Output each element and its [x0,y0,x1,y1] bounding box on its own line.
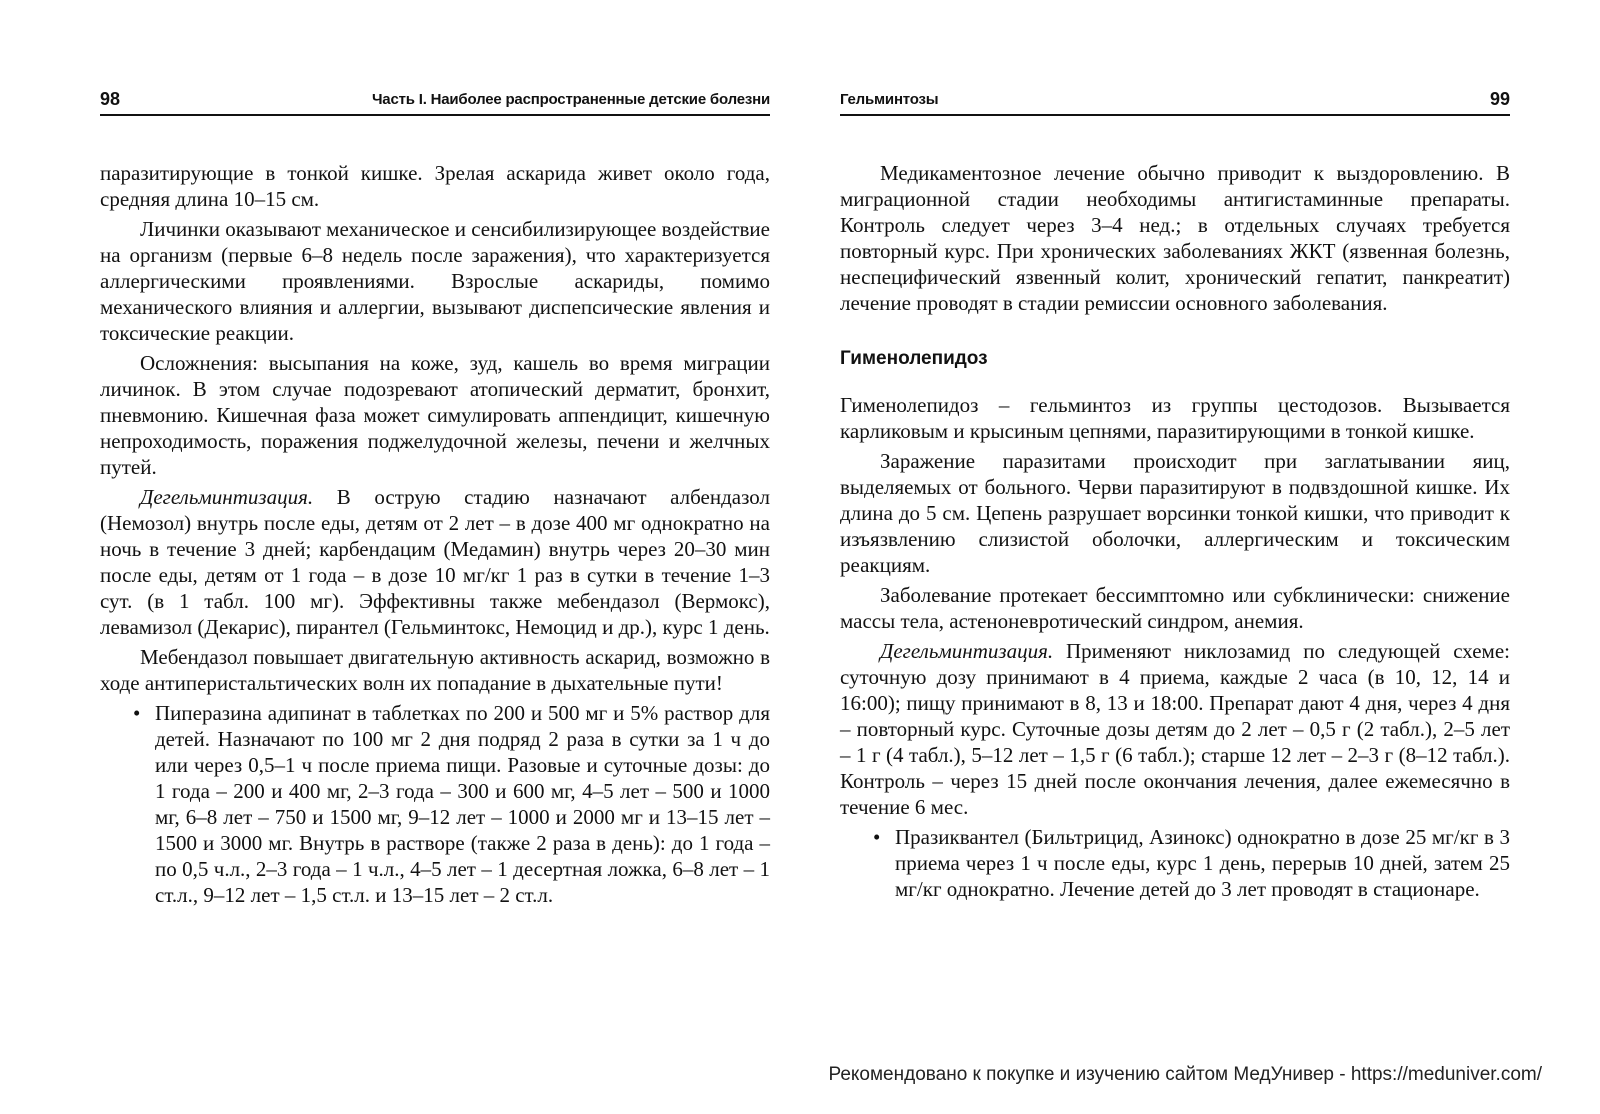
paragraph-degelmintization [100,484,770,640]
list-item [873,824,1510,902]
bullet-icon: • [873,825,881,849]
right-page-number: 99 [1489,89,1510,109]
section-heading: Гименолепидоз [840,348,988,369]
left-running-title: Часть I. Наиболее распространенные детские болезни [371,91,770,108]
paragraph-treatment-outcome: Медикаментозное лечение обычно приводит к выздоровлению. В миграционной стадии необходимы антигистаминные препараты. Контроль следует через 3–4 нед.; в отдельных случаях требуется повторный курс. При хронических заболеваниях ЖКТ (язвенная болезнь, неспецифический язвенный колит, хронический гепатит, панкреатит) лечение проводят в стадии ремиссии основного заболевания. [840,161,1510,315]
left-page-number: 98 [100,89,121,109]
bullet-text-piperazine: Пиперазина адипинат в таблетках по 200 и 500 мг и 5% раствор для детей. Назначают по 100 мг 2 дня подряд 2 раза в сутки за 1 ч до или через 0,5–1 ч после приема пищи. Разовые и суточные дозы: до 1 года – 200 и 400 мг, 2–3 года – 300 и 600 мг, 4–5 лет – 500 и 1000 мг, 6–8 лет – 750 и 1500 мг, 9–12 лет – 1000 и 2000 мг и 13–15 лет – 1500 и 3000 мг. Внутрь в растворе (также 2 раза в день): до 1 года – по 0,5 ч.л., 2–3 года – 1 ч.л., 4–5 лет – 1 десертная ложка, 6–8 лет – 1 ст.л., 9–12 лет – 1,5 ст.л. и 13–15 лет – 2 ст.л. [155,701,770,907]
right-running-title: Гельминтозы [840,91,939,108]
paragraph-infection: Заражение паразитами происходит при заглатывании яиц, выделяемых от больного. Черви паразитируют в подвздошной кишке. Их длина до 5 см. Цепень разрушает ворсинки тонкой кишки, что приводит к изъязвлению слизистой оболочки, аллергическим и токсическим реакциям. [840,449,1510,577]
paragraph-degelmintization [840,638,1510,820]
list-item [133,700,770,908]
paragraph-mebendazol: Мебендазол повышает двигательную активность аскарид, возможно в ходе антиперистальтических волн их попадание в дыхательные пути! [100,645,770,695]
paragraph-complications: Осложнения: высыпания на коже, зуд, кашель во время миграции личинок. В этом случае подозревают атопический дерматит, бронхит, пневмонию. Кишечная фаза может симулировать аппендицит, кишечную непроходимость, поражения поджелудочной железы, печени и желчных путей. [100,351,770,479]
footer-recommendation: Рекомендовано к покупке и изучению сайтом МедУнивер - https://meduniver.com/ [828,1064,1542,1085]
paragraph-definition: Гименолепидоз – гельминтоз из группы цестодозов. Вызывается карликовым и крысиным цепнями, паразитирующими в тонкой кишке. [840,393,1510,443]
bullet-text-praziquantel: Празиквантел (Бильтрицид, Азинокс) однократно в дозе 25 мг/кг в 3 приема через 1 ч после еды, курс 1 день, перерыв 10 дней, затем 25 мг/кг однократно. Лечение детей до 3 лет проводят в стационаре. [895,825,1510,901]
paragraph-ascarid-continued: паразитирующие в тонкой кишке. Зрелая аскарида живет около года, средняя длина 10–15 см. [100,161,770,211]
left-running-header [100,88,770,116]
paragraph-larvae: Личинки оказывают механическое и сенсибилизирующее воздействие на организм (первые 6–8 недель после заражения), что характеризуется аллергическими проявлениями. Взрослые аскариды, помимо механического влияния и аллергии, вызывают диспепсические явления и токсические реакции. [100,217,770,345]
right-running-header [840,88,1510,116]
degelm-text: В острую стадию назначают албендазол (Немозол) внутрь после еды, детям от 2 лет – в дозе 400 мг однократно на ночь в течение 3 дней; карбендацим (Медамин) внутрь через 20–30 мин после еды, детям от 1 года – в дозе 10 мг/кг 1 раз в сутки в течение 1–3 сут. (в 1 табл. 100 мг). Эффективны также мебендазол (Вермокс), левамизол (Декарис), пирантел (Гельминтокс, Немоцид и др.), курс 1 день. [100,485,770,639]
degelm-label: Дегельминтизация. [140,485,314,509]
bullet-icon: • [133,701,141,725]
right-page [840,0,1510,1060]
left-page [100,0,770,1060]
paragraph-course: Заболевание протекает бессимптомно или субклинически: снижение массы тела, астеноневротический синдром, анемия. [840,583,1510,633]
left-body [100,160,770,908]
degelm-text: Применяют никлозамид по следующей схеме: суточную дозу принимают в 4 приема, каждые 2 часа (в 10, 12, 14 и 16:00); пищу принимают в 8, 13 и 18:00. Препарат дают 4 дня, через 4 дня – повторный курс. Суточные дозы детям до 2 лет – 0,5 г (2 табл.), 2–5 лет – 1 г (4 табл.), 5–12 лет – 1,5 г (6 табл.); старше 12 лет – 2–3 г (8–12 табл.). Контроль – через 15 дней после окончания лечения, далее ежемесячно в течение 6 мес. [840,639,1510,819]
left-bullet-list [100,700,770,908]
right-bullet-list [840,824,1510,902]
right-body [840,160,1510,902]
degelm-label: Дегельминтизация. [880,639,1054,663]
